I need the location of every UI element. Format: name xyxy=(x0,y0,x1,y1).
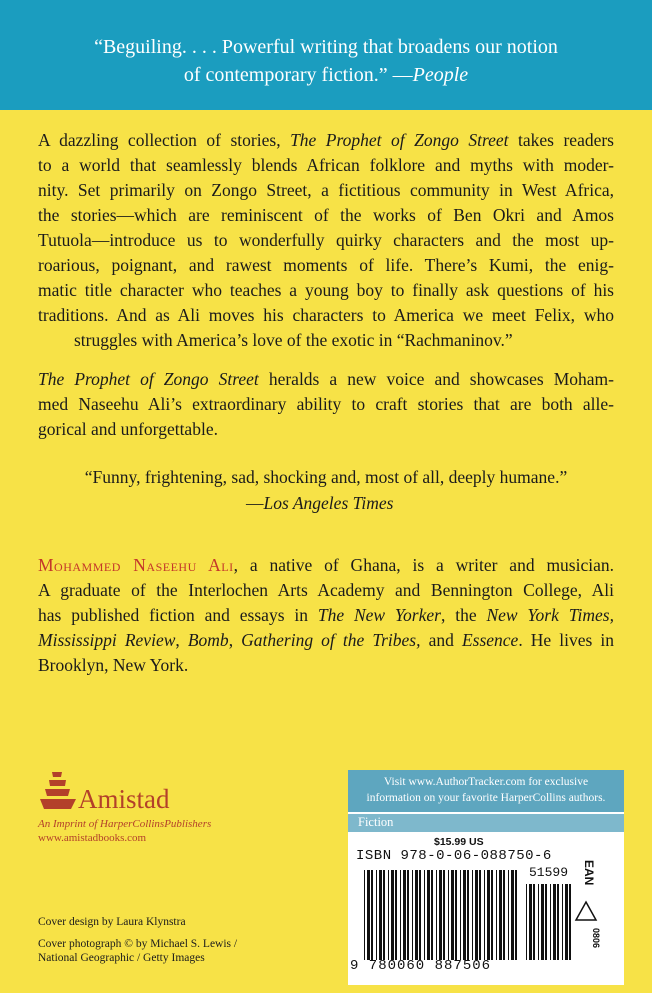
barcode-bar xyxy=(526,884,527,960)
blurb-text: A dazzling collection of stories, xyxy=(38,130,291,150)
barcode-bar xyxy=(367,870,370,960)
barcode-bar xyxy=(400,870,401,960)
book-title: The Prophet of Zongo Street xyxy=(38,369,259,389)
author-tracker-line2: information on your favorite HarperCollins authors. xyxy=(366,792,606,804)
supplement-barcode xyxy=(526,884,574,960)
barcode-bar xyxy=(395,870,397,960)
blurb-line: struggles with America’s love of the exotic in “Rachmaninov.” xyxy=(74,330,513,350)
barcode-bar xyxy=(403,870,406,960)
barcode-bar xyxy=(424,870,425,960)
publication-name: Mississippi Review xyxy=(38,630,176,650)
barcode-bar xyxy=(515,870,517,960)
ean-label: EAN xyxy=(582,860,596,886)
barcode-bar xyxy=(439,870,442,960)
bio-text: has published fiction and essays in xyxy=(38,605,318,625)
blurb-line: matic title character who teaches a young boy to finally ask questions of his xyxy=(38,280,614,300)
cover-photo-credit: National Geographic / Getty Images xyxy=(38,952,205,964)
bio-line xyxy=(38,628,614,652)
barcode-bar xyxy=(484,870,485,960)
barcode-bar xyxy=(487,870,490,960)
barcode-bar xyxy=(562,884,563,960)
barcode-bar xyxy=(419,870,421,960)
category-label: Fiction xyxy=(358,815,394,829)
publication-name: Bomb xyxy=(187,630,229,650)
blurb-text: heralds a new voice and showcases Moham- xyxy=(258,369,614,389)
bio-text: , the xyxy=(440,605,487,625)
barcode-bar xyxy=(508,870,509,960)
blurb-line: to a world that seamlessly blends African folklore and myths with moder- xyxy=(38,155,614,175)
publisher-name: Amistad xyxy=(78,784,170,814)
review-dash: — xyxy=(246,493,264,513)
publication-name: New York Times, xyxy=(486,605,614,625)
barcode-bar xyxy=(391,870,394,960)
barcode-bar xyxy=(376,870,377,960)
barcode-bar xyxy=(545,884,547,960)
author-name: Mohammed Naseehu Ali xyxy=(38,555,234,575)
barcode-digits: 9 780060 887506 xyxy=(350,958,492,974)
barcode-bar xyxy=(475,870,478,960)
barcode-bar xyxy=(541,884,544,960)
blurb-line xyxy=(38,128,614,152)
product-code-label: 0806 xyxy=(591,928,601,949)
blurb-line: med Naseehu Ali’s extraordinary ability to craft stories that are both alle- xyxy=(38,394,614,414)
barcode-bar xyxy=(412,870,413,960)
barcode-bar xyxy=(415,870,418,960)
barcode-bar xyxy=(407,870,409,960)
bio-line xyxy=(38,553,614,577)
barcode-bar xyxy=(499,870,502,960)
bio-line xyxy=(38,603,614,627)
barcode-bar xyxy=(388,870,389,960)
barcode-bar xyxy=(529,884,532,960)
banner-quote-source: People xyxy=(412,64,469,86)
barcode-bar xyxy=(472,870,473,960)
blurb-line: Tutuola—introduce us to wonderfully quirky characters and the most up- xyxy=(38,230,614,250)
barcode-bar xyxy=(463,870,466,960)
banner-quote-line1: “Beguiling. . . . Powerful writing that broadens our notion xyxy=(94,36,558,58)
triangle-icon xyxy=(574,900,598,922)
barcode-panel xyxy=(348,770,624,985)
review-banner xyxy=(0,0,652,110)
price-code-label: 51599 xyxy=(529,865,569,880)
barcode-bar xyxy=(553,884,556,960)
blurb-line: roarious, poignant, and rawest moments of life. There’s Kumi, the enig- xyxy=(38,255,614,275)
barcode-bar xyxy=(538,884,539,960)
barcode-bar xyxy=(511,870,514,960)
author-tracker-box xyxy=(348,770,624,812)
blurb-line: gorical and unforgettable. xyxy=(38,419,218,439)
barcode-bar xyxy=(379,870,382,960)
publication-name: Essence xyxy=(461,630,519,650)
barcode-bar xyxy=(491,870,493,960)
bio-line: Brooklyn, New York. xyxy=(38,655,189,675)
barcode-bar xyxy=(455,870,457,960)
barcode-bar xyxy=(467,870,469,960)
banner-quote-line2 xyxy=(0,64,652,87)
ean-barcode xyxy=(364,870,522,960)
barcode-bar xyxy=(383,870,385,960)
blurb-text: takes readers xyxy=(508,130,614,150)
blurb-line: the stories—which are reminiscent of the works of Ben Okri and Amos xyxy=(38,205,614,225)
review-source xyxy=(246,491,393,515)
barcode-bar xyxy=(448,870,449,960)
isbn-label: ISBN 978-0-06-088750-6 xyxy=(356,848,552,864)
publisher-website[interactable]: www.amistadbooks.com xyxy=(38,832,147,844)
barcode-bar xyxy=(431,870,433,960)
publication-name: The New Yorker xyxy=(317,605,441,625)
cover-photo-credit: Cover photograph © by Michael S. Lewis / xyxy=(38,938,238,950)
barcode-bar xyxy=(557,884,559,960)
barcode-bar xyxy=(371,870,373,960)
barcode-bar xyxy=(443,870,445,960)
publisher-imprint: An Imprint of HarperCollinsPublishers xyxy=(38,818,212,830)
barcode-bar xyxy=(479,870,481,960)
bio-text: , xyxy=(175,630,188,650)
barcode-bar xyxy=(503,870,505,960)
blurb-line xyxy=(38,367,614,391)
barcode-bar xyxy=(533,884,535,960)
bio-text: , xyxy=(228,630,242,650)
bio-line: A graduate of the Interlochen Arts Academy and Bennington College, Ali xyxy=(38,580,614,600)
barcode-bar xyxy=(364,870,365,960)
publication-name: Gathering of the Tribes, xyxy=(241,630,421,650)
cover-design-credit: Cover design by Laura Klynstra xyxy=(38,916,186,928)
bio-text: and xyxy=(420,630,462,650)
blurb-line: traditions. And as Ali moves his characters to America we meet Felix, who xyxy=(38,305,614,325)
barcode-bar xyxy=(427,870,430,960)
review-quote: “Funny, frightening, sad, shocking and, most of all, deeply humane.” xyxy=(84,467,568,487)
barcode-bar xyxy=(460,870,461,960)
barcode-bar xyxy=(565,884,568,960)
blurb-line: nity. Set primarily on Zongo Street, a fictitious community in West Africa, xyxy=(38,180,614,200)
barcode-bar xyxy=(496,870,497,960)
review-source-name: Los Angeles Times xyxy=(263,493,394,513)
banner-quote-text: of contemporary fiction.” — xyxy=(183,64,413,86)
bio-text: . He lives in xyxy=(518,630,615,650)
bio-text: , a native of Ghana, is a writer and musician. xyxy=(233,555,614,575)
category-bar xyxy=(348,814,624,832)
price-label: $15.99 US xyxy=(434,836,484,848)
barcode-bar xyxy=(569,884,571,960)
author-tracker-line1: Visit www.AuthorTracker.com for exclusive xyxy=(383,776,589,788)
amistad-ship-logo-icon xyxy=(38,768,78,816)
barcode-bar xyxy=(550,884,551,960)
barcode-bar xyxy=(451,870,454,960)
book-title: The Prophet of Zongo Street xyxy=(290,130,509,150)
barcode-bar xyxy=(436,870,437,960)
